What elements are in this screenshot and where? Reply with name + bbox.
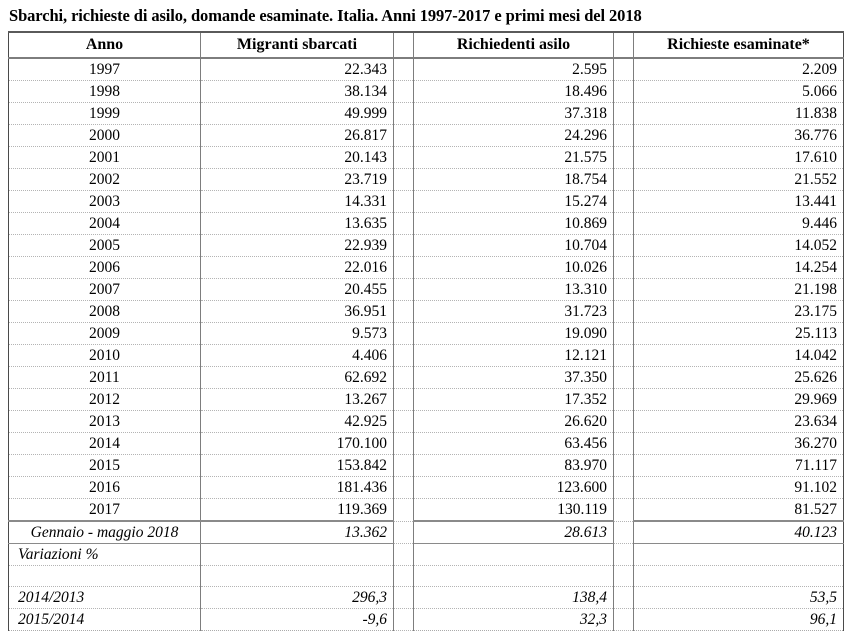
cell-richieste-esaminate: 25.113 (634, 323, 844, 345)
column-header-richieste-esaminate: Richieste esaminate* (634, 32, 844, 58)
cell-richieste-esaminate: 53,5 (634, 587, 844, 609)
cell-spacer-1 (394, 235, 414, 257)
data-table-container (8, 31, 843, 631)
cell-migranti-sbarcati: 49.999 (201, 103, 394, 125)
cell-spacer-2 (614, 323, 634, 345)
cell-richiedenti-asilo: 32,3 (414, 609, 614, 631)
cell-richieste-esaminate: 96,1 (634, 609, 844, 631)
cell-spacer-1 (394, 566, 414, 587)
cell-periodo: 2015/2014 (9, 609, 201, 631)
table-row (9, 323, 844, 345)
cell-spacer-2 (614, 345, 634, 367)
cell-spacer-1 (394, 213, 414, 235)
table-row (9, 389, 844, 411)
cell-richiedenti-asilo: 10.869 (414, 213, 614, 235)
table-row (9, 81, 844, 103)
cell-migranti-sbarcati: 13.362 (201, 521, 394, 544)
cell-migranti-sbarcati: 296,3 (201, 587, 394, 609)
table-row (9, 257, 844, 279)
cell-empty-2 (414, 544, 614, 566)
cell-spacer-2 (614, 103, 634, 125)
cell-richieste-esaminate: 23.175 (634, 301, 844, 323)
cell-spacer-2 (614, 279, 634, 301)
table-row (9, 499, 844, 522)
cell-richiedenti-asilo: 130.119 (414, 499, 614, 522)
cell-migranti-sbarcati: 13.635 (201, 213, 394, 235)
table-row-variation (9, 587, 844, 609)
cell-richieste-esaminate: 71.117 (634, 455, 844, 477)
cell-migranti-sbarcati: 9.573 (201, 323, 394, 345)
header-spacer-1 (394, 32, 414, 58)
table-row (9, 345, 844, 367)
cell-spacer-2 (614, 566, 634, 587)
column-header-richiedenti-asilo: Richiedenti asilo (414, 32, 614, 58)
cell-migranti-sbarcati: 153.842 (201, 455, 394, 477)
table-row (9, 58, 844, 81)
cell-spacer-1 (394, 58, 414, 81)
cell-richiedenti-asilo: 28.613 (414, 521, 614, 544)
cell-richieste-esaminate: 40.123 (634, 521, 844, 544)
cell-spacer-1 (394, 477, 414, 499)
cell-anno: 2017 (9, 499, 201, 522)
table-row-variation (9, 609, 844, 631)
cell-anno: 2007 (9, 279, 201, 301)
cell-richiedenti-asilo: 10.026 (414, 257, 614, 279)
cell-spacer-1 (394, 544, 414, 566)
cell-spacer-1 (394, 191, 414, 213)
cell-richieste-esaminate: 17.610 (634, 147, 844, 169)
cell-richiedenti-asilo: 37.318 (414, 103, 614, 125)
cell-anno: 2011 (9, 367, 201, 389)
cell-anno: 2008 (9, 301, 201, 323)
cell-anno: 2014 (9, 433, 201, 455)
cell-spacer-1 (394, 103, 414, 125)
cell-migranti-sbarcati: 181.436 (201, 477, 394, 499)
cell-spacer-1 (394, 301, 414, 323)
cell-richieste-esaminate: 36.776 (634, 125, 844, 147)
cell-richiedenti-asilo: 12.121 (414, 345, 614, 367)
cell-blank-3 (634, 566, 844, 587)
table-row-section-label (9, 544, 844, 566)
table-row (9, 433, 844, 455)
table-row-partial-period (9, 521, 844, 544)
cell-richiedenti-asilo: 63.456 (414, 433, 614, 455)
cell-anno: 2016 (9, 477, 201, 499)
cell-spacer-2 (614, 301, 634, 323)
cell-richieste-esaminate: 9.446 (634, 213, 844, 235)
cell-spacer-2 (614, 477, 634, 499)
cell-anno: 2002 (9, 169, 201, 191)
cell-spacer-1 (394, 455, 414, 477)
cell-spacer-1 (394, 499, 414, 522)
table-row (9, 455, 844, 477)
cell-migranti-sbarcati: 22.016 (201, 257, 394, 279)
cell-anno: 1999 (9, 103, 201, 125)
cell-spacer-2 (614, 389, 634, 411)
cell-richieste-esaminate: 13.441 (634, 191, 844, 213)
cell-spacer-2 (614, 609, 634, 631)
cell-richieste-esaminate: 23.634 (634, 411, 844, 433)
cell-migranti-sbarcati: 26.817 (201, 125, 394, 147)
cell-richieste-esaminate: 21.552 (634, 169, 844, 191)
cell-spacer-2 (614, 191, 634, 213)
cell-richiedenti-asilo: 21.575 (414, 147, 614, 169)
cell-spacer-1 (394, 389, 414, 411)
table-row (9, 279, 844, 301)
cell-migranti-sbarcati: 38.134 (201, 81, 394, 103)
cell-richiedenti-asilo: 123.600 (414, 477, 614, 499)
cell-richieste-esaminate: 14.042 (634, 345, 844, 367)
cell-anno: Gennaio - maggio 2018 (9, 521, 201, 544)
cell-anno: 2010 (9, 345, 201, 367)
cell-anno: 2015 (9, 455, 201, 477)
cell-anno: 2006 (9, 257, 201, 279)
cell-spacer-1 (394, 125, 414, 147)
cell-migranti-sbarcati: 4.406 (201, 345, 394, 367)
cell-spacer-1 (394, 345, 414, 367)
cell-blank-anno (9, 566, 201, 587)
cell-richiedenti-asilo: 10.704 (414, 235, 614, 257)
cell-anno: 2013 (9, 411, 201, 433)
cell-spacer-1 (394, 609, 414, 631)
cell-spacer-2 (614, 81, 634, 103)
cell-migranti-sbarcati: 22.343 (201, 58, 394, 81)
cell-richiedenti-asilo: 18.496 (414, 81, 614, 103)
cell-spacer-2 (614, 125, 634, 147)
cell-spacer-2 (614, 433, 634, 455)
cell-blank-2 (414, 566, 614, 587)
cell-richieste-esaminate: 21.198 (634, 279, 844, 301)
cell-spacer-2 (614, 147, 634, 169)
cell-migranti-sbarcati: -9,6 (201, 609, 394, 631)
cell-spacer-2 (614, 544, 634, 566)
cell-empty-1 (201, 544, 394, 566)
table-row (9, 301, 844, 323)
table-row (9, 191, 844, 213)
header-spacer-2 (614, 32, 634, 58)
cell-anno: 2004 (9, 213, 201, 235)
cell-richieste-esaminate: 91.102 (634, 477, 844, 499)
cell-richiedenti-asilo: 37.350 (414, 367, 614, 389)
cell-spacer-2 (614, 411, 634, 433)
cell-migranti-sbarcati: 20.455 (201, 279, 394, 301)
cell-richieste-esaminate: 14.254 (634, 257, 844, 279)
cell-anno: 1998 (9, 81, 201, 103)
cell-migranti-sbarcati: 13.267 (201, 389, 394, 411)
cell-richieste-esaminate: 81.527 (634, 499, 844, 522)
cell-migranti-sbarcati: 119.369 (201, 499, 394, 522)
cell-spacer-2 (614, 455, 634, 477)
cell-richiedenti-asilo: 18.754 (414, 169, 614, 191)
cell-richieste-esaminate: 2.209 (634, 58, 844, 81)
cell-richiedenti-asilo: 13.310 (414, 279, 614, 301)
table-row (9, 147, 844, 169)
cell-richiedenti-asilo: 83.970 (414, 455, 614, 477)
cell-spacer-1 (394, 169, 414, 191)
page-title: Sbarchi, richieste di asilo, domande esaminate. Italia. Anni 1997-2017 e primi mesi del 2018 (9, 6, 642, 25)
cell-migranti-sbarcati: 14.331 (201, 191, 394, 213)
cell-richieste-esaminate: 36.270 (634, 433, 844, 455)
table-row-blank (9, 566, 844, 587)
table-header (9, 32, 844, 58)
cell-spacer-2 (614, 257, 634, 279)
cell-richieste-esaminate: 14.052 (634, 235, 844, 257)
cell-anno: 2001 (9, 147, 201, 169)
cell-anno: 2000 (9, 125, 201, 147)
cell-spacer-1 (394, 521, 414, 544)
cell-richieste-esaminate: 25.626 (634, 367, 844, 389)
cell-spacer-1 (394, 411, 414, 433)
cell-spacer-2 (614, 367, 634, 389)
cell-richiedenti-asilo: 31.723 (414, 301, 614, 323)
cell-spacer-2 (614, 521, 634, 544)
cell-spacer-1 (394, 147, 414, 169)
cell-richiedenti-asilo: 15.274 (414, 191, 614, 213)
cell-spacer-1 (394, 257, 414, 279)
cell-richiedenti-asilo: 24.296 (414, 125, 614, 147)
table-row (9, 169, 844, 191)
cell-section-label: Variazioni % (9, 544, 201, 566)
cell-periodo: 2014/2013 (9, 587, 201, 609)
cell-spacer-1 (394, 587, 414, 609)
cell-blank-1 (201, 566, 394, 587)
cell-spacer-1 (394, 433, 414, 455)
cell-migranti-sbarcati: 23.719 (201, 169, 394, 191)
cell-richiedenti-asilo: 19.090 (414, 323, 614, 345)
table-row (9, 411, 844, 433)
table-row (9, 235, 844, 257)
cell-migranti-sbarcati: 36.951 (201, 301, 394, 323)
cell-migranti-sbarcati: 22.939 (201, 235, 394, 257)
cell-spacer-2 (614, 58, 634, 81)
cell-anno: 2003 (9, 191, 201, 213)
cell-spacer-2 (614, 499, 634, 522)
table-row (9, 477, 844, 499)
table-row (9, 125, 844, 147)
cell-spacer-2 (614, 169, 634, 191)
statistics-table (8, 31, 844, 631)
cell-anno: 2005 (9, 235, 201, 257)
cell-spacer-2 (614, 235, 634, 257)
cell-richiedenti-asilo: 26.620 (414, 411, 614, 433)
table-body (9, 58, 844, 631)
cell-spacer-2 (614, 213, 634, 235)
table-row (9, 367, 844, 389)
cell-anno: 2009 (9, 323, 201, 345)
table-row (9, 103, 844, 125)
header-row (9, 32, 844, 58)
cell-migranti-sbarcati: 42.925 (201, 411, 394, 433)
cell-empty-3 (634, 544, 844, 566)
cell-spacer-1 (394, 279, 414, 301)
cell-migranti-sbarcati: 170.100 (201, 433, 394, 455)
cell-richiedenti-asilo: 17.352 (414, 389, 614, 411)
cell-anno: 1997 (9, 58, 201, 81)
cell-richiedenti-asilo: 2.595 (414, 58, 614, 81)
cell-richieste-esaminate: 29.969 (634, 389, 844, 411)
cell-spacer-2 (614, 587, 634, 609)
cell-spacer-1 (394, 81, 414, 103)
column-header-migranti-sbarcati: Migranti sbarcati (201, 32, 394, 58)
cell-richieste-esaminate: 5.066 (634, 81, 844, 103)
cell-migranti-sbarcati: 62.692 (201, 367, 394, 389)
cell-spacer-1 (394, 323, 414, 345)
cell-spacer-1 (394, 367, 414, 389)
cell-richieste-esaminate: 11.838 (634, 103, 844, 125)
cell-migranti-sbarcati: 20.143 (201, 147, 394, 169)
cell-richiedenti-asilo: 138,4 (414, 587, 614, 609)
column-header-anno: Anno (9, 32, 201, 58)
cell-anno: 2012 (9, 389, 201, 411)
table-row (9, 213, 844, 235)
